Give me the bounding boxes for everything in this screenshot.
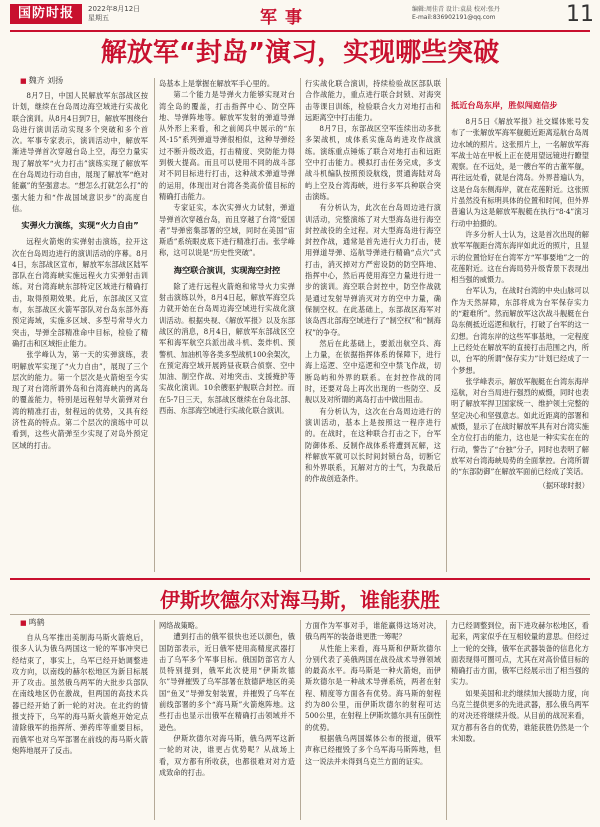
email-line: E-mail:836902191@qq.com [412, 14, 496, 21]
article1-subheading-1: 实弹火力演练，实现“火力自由” [21, 220, 139, 231]
column-divider [446, 78, 447, 572]
paragraph: 8月7日，中国人民解放军东部战区按计划，继续在台岛周边海空域进行实战化联合演训。从8月4日到7日，解放军围绕台岛进行演训活动实现多个突破和多个首次。军事专家表示，演训活动中，解放军渐进导弹首次穿越台岛上空，海空力量实现了解放军“火力打击”演练实现了解放军在台岛周边行动自由，展现了解放军“绝对能赢”的坚强意志。“想怎么打就怎么打”的强大能力和“作战国域意识步”的高度自信。 [12, 91, 148, 213]
paragraph: 伊斯坎德尔对海马斯，俄乌两军这新一轮的对决，谁更占优势呢？从战场上看，双方都有所收获，也都很难对对方造成致命的打击。 [159, 733, 295, 777]
editor-line: 编辑:周佳青 设计:袁晨 校对:张丹 [412, 6, 500, 13]
paragraph: 网络战策略。 [159, 621, 203, 630]
article-separator [10, 578, 590, 580]
paragraph: 第二个能力是导弹火力能够实现对台湾全岛的覆盖，打击指挥中心、防空阵地、导弹阵地等。解放军发射的弹道导弹从外形上来看，和之前阅兵中展示的“东风-15”系列弹道导弹很相似，这种导弹经过不断升级改造，打击精度、突防能力得到极大提高。而且可以使用不同的战斗部对不同目标进行打击，这种战术弹道导弹的运用，体现出对台湾各类高价值目标的精确打击能力。 [159, 90, 295, 201]
header-rule [10, 30, 590, 32]
article1-column-3 [305, 78, 441, 574]
section-title: 军事 [260, 8, 310, 28]
newspaper-logo: 国防时报 [10, 4, 82, 24]
paragraph: 远程火箭炮的实弹射击演练，拉开这次在台岛周边进行的演训活动的序幕。8月4日，东部战区宣布，解放军东部战区陆军部队在台湾海峡实施远程火力实弹射击训练。对台湾海峡东部特定区域进行精确打击，取得预期效果。此后，东部战区又宣布，东部战区火箭军部队对台岛东部外海预定海域，实施多区域、多型号常导火力突击，导弹全部精准命中目标，检验了精确打击和区域拒止能力。 [12, 237, 148, 348]
article1-source-credit: （据环球时报） [538, 480, 589, 490]
column-divider [446, 620, 447, 820]
paragraph: 如果美国和北约继续加大援助力度，向乌克兰提供更多的先进武器，那么俄乌两军的对决还将继续升级。从目前的战况来看，双方都有各自的优势，谁能获胜仍然是一个未知数。 [451, 688, 589, 743]
paragraph: 自从乌军推出美制海马斯火箭炮后，很多人认为俄乌两国这一轮的军事冲突已经结束了，事实上，乌军已经开始调整进攻方向，以南线的赫尔松地区为新目标展开了攻击。虽然俄乌两军的大批步兵部队在南线地区仍在激战，但两国的高技术兵器已经开始了新一轮的对决。在北约的情报支持下，乌军的海马斯火箭炮开始定点清除俄军的指挥所、弹药库等重要目标，而俄军也对乌军部署在前线的海马斯火箭炮阵地展开了反击。 [12, 633, 148, 755]
article1-author: 魏齐 刘扬 [28, 76, 64, 85]
page-header [10, 2, 594, 28]
issue-date [88, 5, 140, 23]
paragraph: 台军认为，在战时台湾的中央山脉可以作为天然屏障，东部将成为台军保存实力的“避难所”。然而解放军这次战斗舰艇在台岛东侧抵近巡逻和航行，打破了台军的这一幻想。台湾东岸的这些军事基地，一定程度上已经处在解放军的直接打击范围之内，所以，台军的所谓“保存实力”计划已经成了一个梦想。 [451, 286, 589, 375]
paragraph: 岛基本上是掌握在解放军手心里的。 [159, 79, 275, 88]
paragraph: 张学峰表示，解放军舰艇在台湾东海岸巡航，对台当局进行强烈的威慑，同时也表明了解放军捍卫国家统一、维护领土完整的坚定决心和坚强意志。如此近距离的部署和威慑，显示了在战时解放军具有对台湾实施全方位打击的能力，这也是一种实实在在的行动，警告了“台独”分子，同时也表明了解放军对台湾海峡局势的全面掌控。台湾所谓的“东部防御”在解放军面前已经成了笑话。 [451, 376, 589, 477]
article1-column-2 [159, 78, 295, 574]
paragraph: 有分析认为，这次在台岛周边进行的演训活动，基本上是按照这一程序进行的。在战时，在这种联合打击之下，台军防御体系、反制作战体系将遭到瓦解，这样解放军就可以长时间封锁台岛，切断它和外界联系，瓦解对方的士气，为我最后的作战创造条件。 [305, 406, 441, 484]
column-divider [300, 78, 301, 572]
article2-byline [20, 618, 45, 628]
article2-headline: 伊斯坎德尔对海马斯，谁能获胜 [160, 588, 440, 612]
article1-subheading-3: 抵近台岛东岸，胜似闯庭信步 [451, 100, 558, 110]
paragraph: 有分析认为，此次在台岛周边进行演训活动，完整演练了对大型海岛进行海空封控战役的全过程。对大型海岛进行海空封控作战，通常是首先进行火力打击，使用弹道导弹、巡航导弹进行精确“点穴”式打击，消灭掉对方严密设防的防空阵地、指挥中心，然后再使用海空力量进行进一步的演训。海空联合封控中，防空作战就是通过发射导弹消灭对方的空中力量，确保制空权。在此基础上，东部战区海军对该岛西北部海空域进行了“制空权”和“制海权”的争夺。 [305, 203, 441, 337]
article2-column-2 [159, 620, 295, 822]
article2-column-3 [305, 620, 441, 822]
paragraph: 许多分析人士认为，这是首次出现的解放军军舰距台湾东海岸如此近的照片，且显示的位置恰好在台湾军方“军事要地”之一的花莲附近。这在台海局势升级背景下表现出相当强的威慑力。 [451, 229, 589, 285]
paragraph: 力已经调整到位，南下进攻赫尔松地区，看起来，两家似乎在互相较量的意思。但经过上一轮的交锋，俄军在武器装备的信息化方面表现得可圈可点，尤其在对高价值目标的精确打击方面，俄军已经展示出了相当强的实力。 [451, 621, 589, 687]
paragraph: 方面作为军事对手，谁能赢得这场对决，俄乌两军的装备谁更胜一筹呢？ [305, 621, 441, 642]
paragraph: 除了进行远程火箭炮和常导火力实弹射击演练以外，8月4日起，解放军海空兵力就开始在台岛周边海空域进行实战化演训活动。根据央视、《解放军报》以及东部战区的消息，8月4日，解放军东部战区空军和海军航空兵派出战斗机、轰炸机、预警机、加油机等各类多型战机100余架次，在预定海空域开展跨昼夜联合侦察、空中加油、制空作战、对地突击、支援掩护等实战化演训。10余艘驱护舰联合封控。而在5-7日三天，东部战区继续在台岛北部、西南、东部海空域进行实战化联合演训。 [159, 281, 295, 416]
paragraph: 然后在此基础上，要派出航空兵、海上力量，在依据指挥体系的保障下，进行海上巡逻、空中巡逻和空中禁飞作战，切断岛屿和外界的联系。在封控作战的同时，还要对岛上再次出现的一些防空、反舰以及对所谓的离岛打击中做出阻击。 [305, 338, 441, 405]
byline-marker-icon: ■ [20, 77, 27, 85]
column-divider [154, 78, 155, 572]
paragraph: 张学峰认为，第一天的实弹演练，表明解放军实现了“火力自由”，展现了三个层次的能力。第一个层次是火箭炮至今实现了对台湾所谓外岛和台湾海峡内的离岛的覆盖能力，特别是远程射导火箭弹对台湾的精准打击，射程远的优势，又具有经济性高的特点。第二个层次的演练中可以看到，这些火箭弹至少实现了对岛外预定区域的打击。 [12, 350, 148, 450]
column-divider [154, 620, 155, 820]
paragraph: 专家证实，本次实弹火力试射，弹道导弹首次穿越台岛，而且穿越了台湾“爱国者”导弹密集部署的空域，同时在美国“宙斯盾”系统眼皮底下进行精准打击。张学峰称，这可以说是“历史性突破”。 [159, 203, 295, 258]
paragraph: 根据俄乌两国媒体公布的报道，俄军声称已经摧毁了多个乌军海马斯阵地，但这一说法并未得到乌克兰方面的证实。 [305, 733, 441, 766]
paragraph: 从性能上来看，海马斯和伊斯坎德尔分别代表了美俄两国在战役战术导弹领域的最高水平。海马斯是一种火箭炮，而伊斯坎德尔是一种战术导弹系统，两者在射程、精度等方面各有优势。海马斯的射程约为80公里，而伊斯坎德尔的射程可达500公里，在射程上伊斯坎德尔具有压倒性的优势。 [305, 643, 441, 732]
article2-top-rule [10, 614, 590, 615]
article2-column-4 [451, 620, 589, 822]
article2-column-1 [12, 632, 148, 822]
byline-marker-icon: ■ [20, 619, 27, 627]
paragraph: 8月5日《解放军报》社交媒体账号发布了一张解放军海军舰艇近距离巡航台岛周边水域的照片。这张照片上，一名解放军海军战士站在甲板上正在使用望远镜进行瞭望观察。在不远处，是一艘台军的古董军舰，再往远处看，就是台湾岛。外界普遍认为，这是台岛东侧海岸，就在花莲附近。这张照片虽然没有标明具体的位置和时间，但外界普遍认为这是解放军舰艇在执行“8·4”演习行动中拍摄的。 [451, 117, 589, 228]
article1-column-1 [12, 90, 148, 574]
column-divider [300, 620, 301, 820]
paragraph: 8月7日，东部战区空军连续出动多批多架战机，成体系实施岛屿进攻作战演练。演练重点锤炼了联合对地打击和远距空中打击能力。模拟打击任务完成，多支战斗机编队按照预设航线，贯通海陆对岛屿上空及台湾海峡，进行多军兵种联合突击演练。 [305, 124, 441, 201]
paragraph: 行实战化联合演训，持续检验战区部队联合作战能力，重点进行联合封锁、对海突击等课目训练，检验联合火力对地打击和远距离空中打击能力。 [305, 79, 441, 122]
page-number: 11 [566, 2, 594, 27]
article1-subheading-2: 海空联合演训，实现海空封控 [173, 264, 281, 275]
issue-date-line: 2022年8月12日 [88, 5, 141, 13]
issue-weekday: 星期五 [88, 14, 109, 22]
article1-headline: 解放军“封岛”演习，实现哪些突破 [100, 38, 500, 68]
article2-author: 鸣鹤 [28, 618, 45, 627]
editor-info [412, 6, 500, 22]
paragraph: 遭到打击的俄军很快也还以颜色，俄国防部表示，近日俄军使用高精度武器打击了乌军多个军事目标。俄国防部官方人员特别提到，俄军此次使用“伊斯坎德尔”导弹摧毁了乌军部署在敖德萨地区的美国“鱼叉”导弹发射装置，并摧毁了乌军在前线部署的多个“海马斯”火箭炮阵地。这些打击也显示出俄军在精确打击领域并不逊色。 [159, 632, 295, 732]
article1-byline [20, 76, 63, 86]
article1-column-4 [451, 94, 589, 574]
